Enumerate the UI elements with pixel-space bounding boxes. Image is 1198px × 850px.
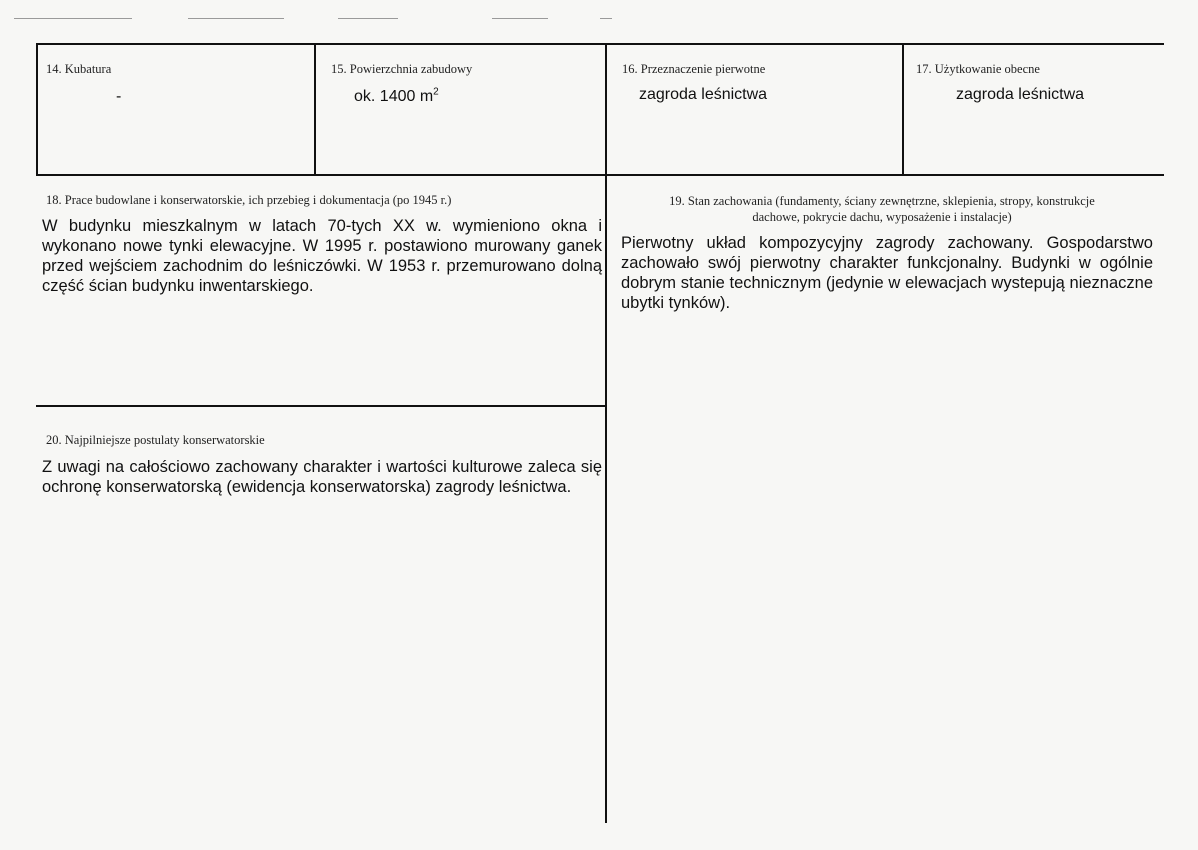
field-16-label: 16. Przeznaczenie pierwotne — [622, 62, 766, 76]
rule-row2-bottom — [36, 405, 606, 407]
top-edge-fragment — [188, 18, 284, 19]
rule-top — [36, 43, 1164, 45]
top-edge-fragment — [600, 18, 612, 19]
top-edge-fragment — [14, 18, 132, 19]
field-15-value-text: ok. 1400 m — [354, 88, 434, 105]
field-15-value — [354, 88, 439, 106]
field-19-text: Pierwotny układ kompozycyjny zagrody zachowany. Gospodarstwo zachowało swój pierwotny charakter funkcjonalny. Budynki w ogólnie dobrym stanie technicznym (jedynie w elewacjach wystepują nieznaczne ubytki tynków). — [621, 234, 1153, 312]
field-19-label — [612, 193, 1152, 225]
field-14-value: - — [116, 88, 122, 105]
rule-col-a — [36, 43, 38, 175]
field-19-label-line1: 19. Stan zachowania (fundamenty, ściany zewnętrzne, sklepienia, stropy, konstrukcje — [669, 194, 1095, 208]
top-edge-fragment — [338, 18, 398, 19]
rule-col-b — [314, 43, 316, 175]
rule-col-d — [902, 43, 904, 175]
field-15-value-sup: 2 — [433, 86, 439, 98]
field-16-value: zagroda leśnictwa — [639, 86, 768, 103]
rule-col-c — [605, 43, 607, 823]
field-18-label: 18. Prace budowlane i konserwatorskie, ich przebieg i dokumentacja (po 1945 r.) — [46, 193, 452, 207]
field-15-label: 15. Powierzchnia zabudowy — [331, 62, 473, 76]
field-17-value: zagroda leśnictwa — [956, 86, 1085, 103]
field-20-label: 20. Najpilniejsze postulaty konserwatorskie — [46, 433, 265, 447]
field-19-label-line2: dachowe, pokrycie dachu, wyposażenie i instalacje) — [752, 210, 1012, 224]
top-edge-fragment — [492, 18, 548, 19]
rule-row1-bottom — [36, 174, 1164, 176]
field-14-label: 14. Kubatura — [46, 62, 112, 76]
field-18-text: W budynku mieszkalnym w latach 70-tych XX w. wymieniono okna i wykonano nowe tynki elewacyjne. W 1995 r. postawiono murowany ganek przed wejściem zachodnim do leśniczówki. W 1953 r. przemurowano dolną część ścian budynku inwentarskiego. — [42, 217, 602, 295]
field-20-text: Z uwagi na całościowo zachowany charakter i wartości kulturowe zaleca się ochronę konserwatorską (ewidencja konserwatorska) zagrody leśnictwa. — [42, 458, 602, 496]
field-17-label: 17. Użytkowanie obecne — [916, 62, 1040, 76]
